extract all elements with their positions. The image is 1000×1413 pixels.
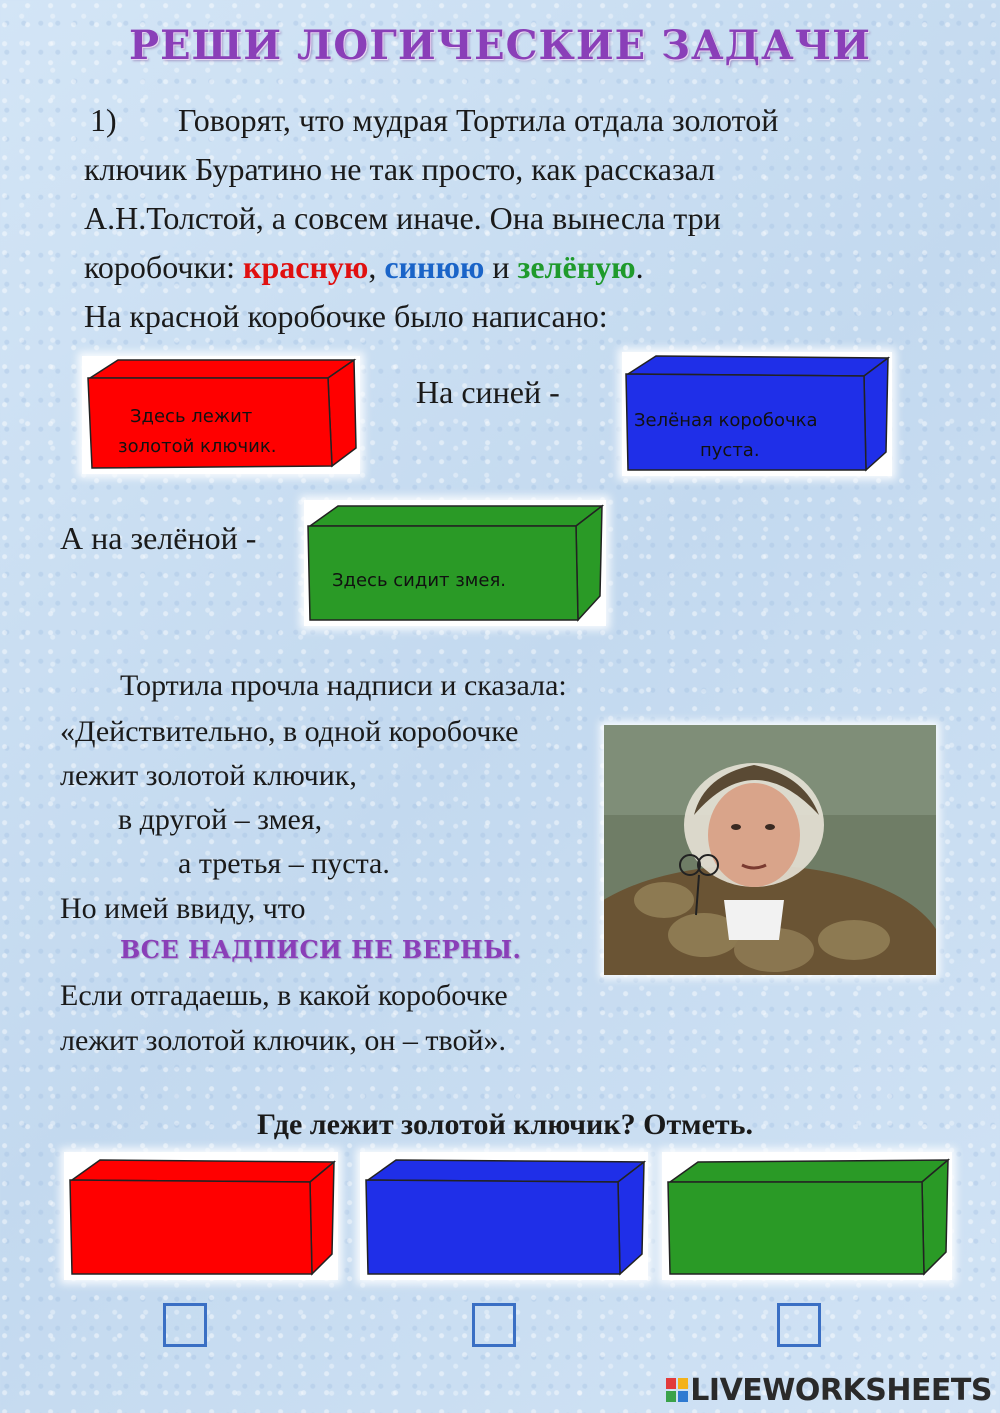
story-line-5: Но имей ввиду, что xyxy=(60,892,306,925)
story-line-6: Если отгадаешь, в какой коробочке xyxy=(60,979,508,1012)
story-line-3: в другой – змея, xyxy=(118,803,323,836)
on-green-text: А на зелёной - xyxy=(60,520,257,556)
problem-line-1: Говорят, что мудрая Тортила отдала золотой xyxy=(178,102,779,138)
answer-box-blue xyxy=(360,1152,648,1280)
word-red: красную xyxy=(243,249,369,285)
separator-1: , xyxy=(368,249,385,285)
question-text: Где лежит золотой ключик? Отметь. xyxy=(256,1108,754,1141)
brand-text: LIVEWORKSHEETS xyxy=(690,1373,992,1408)
blue-box-inscribed xyxy=(622,352,892,476)
liveworksheets-brand xyxy=(666,1373,992,1408)
blue-box-label-2: пуста. xyxy=(700,440,760,461)
separator-2: и xyxy=(484,249,518,285)
tortila-photo xyxy=(604,725,936,975)
green-box-label: Здесь сидит змея. xyxy=(332,570,507,591)
story-line-2: лежит золотой ключик, xyxy=(60,759,357,792)
on-blue-text: На синей - xyxy=(416,374,560,410)
problem-line-2: ключик Буратино не так просто, как рассказал xyxy=(84,151,716,187)
problem-line-3: А.Н.Толстой, а совсем иначе. Она вынесла три xyxy=(84,200,721,236)
red-box-label-2: золотой ключик. xyxy=(118,436,277,457)
answer-box-green xyxy=(662,1152,952,1280)
story-line-7: лежит золотой ключик, он – твой». xyxy=(60,1024,507,1057)
problem-line-4 xyxy=(84,243,644,292)
story-line-4: а третья – пуста. xyxy=(178,847,390,880)
story-intro: Тортила прочла надписи и сказала: xyxy=(120,669,567,702)
warning-text: ВСЕ НАДПИСИ НЕ ВЕРНЫ. xyxy=(120,935,522,964)
red-box-label-1: Здесь лежит xyxy=(130,406,253,427)
word-blue: синюю xyxy=(384,249,485,285)
liveworksheets-logo-icon xyxy=(666,1375,688,1399)
problem-number: 1) xyxy=(90,102,117,138)
line-4-prefix: коробочки: xyxy=(84,249,244,285)
problem-line-5: На красной коробочке было написано: xyxy=(84,298,608,334)
word-green: зелёную xyxy=(517,249,636,285)
green-box-inscribed xyxy=(304,500,606,626)
checkbox-green[interactable] xyxy=(777,1303,821,1347)
answer-box-red xyxy=(64,1152,338,1280)
checkbox-red[interactable] xyxy=(163,1303,207,1347)
page-title: РЕШИ ЛОГИЧЕСКИЕ ЗАДАЧИ xyxy=(129,22,871,69)
period: . xyxy=(635,249,644,285)
checkbox-blue[interactable] xyxy=(472,1303,516,1347)
blue-box-label-1: Зелёная коробочка xyxy=(634,410,818,431)
red-box-inscribed xyxy=(82,356,360,474)
story-line-1: «Действительно, в одной коробочке xyxy=(60,715,519,748)
